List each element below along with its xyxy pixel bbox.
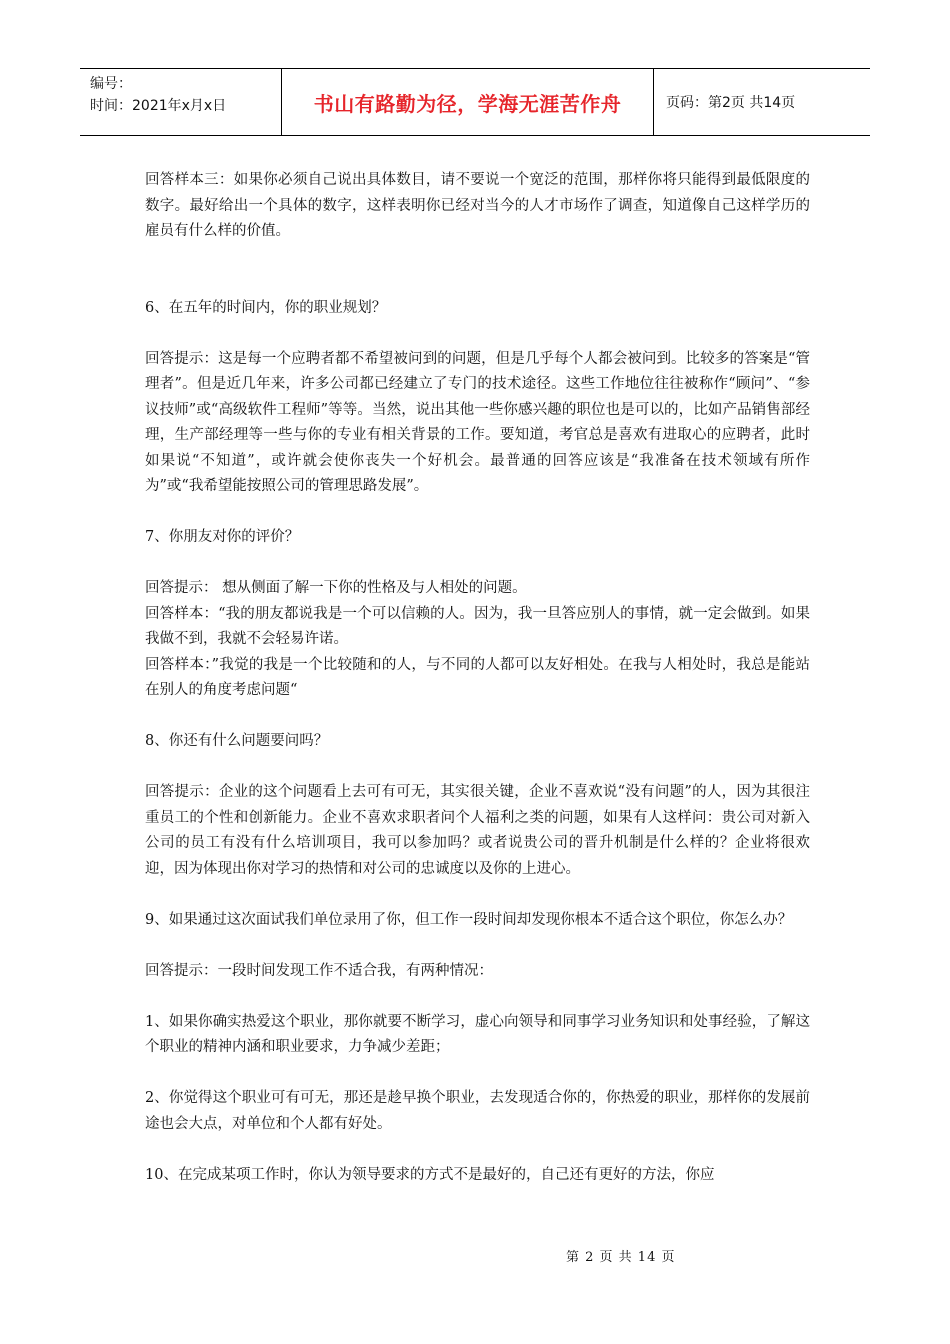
header-page-label: 页码：第2页 共14页 (666, 95, 796, 111)
answer-6: 回答提示：这是每一个应聘者都不希望被问到的问题，但是几乎每个人都会被问到。比较多的答案是“管理者”。但是近几年来，许多公司都已经建立了专门的技术途径。这些工作地位往往被称作“顾问”、“参议技师”或“高级软件工程师”等等。当然，说出其他一些你感兴趣的职位也是可以的，比如产品销售部经理，生产部经理等一些与你的专业有相关背景的工作。要知道，考官总是喜欢有进取心的应聘者，此时如果说“不知道”，或许就会使你丧失一个好机会。最普通的回答应该是“我准备在技术领域有所作为”或“我希望能按照公司的管理思路发展”。 (145, 350, 810, 494)
answer-9: 回答提示：一段时间发现工作不适合我，有两种情况： (145, 962, 493, 979)
answer-9-point-1: 1、如果你确实热爱这个职业，那你就要不断学习，虚心向领导和同事学习业务知识和处事经验，了解这个职业的精神内涵和职业要求，力争减少差距； (145, 1013, 810, 1055)
question-8: 8、你还有什么问题要问吗？ (145, 733, 329, 749)
code-label: 编号： (90, 76, 132, 92)
page-footer: 第 2 页 共 14 页 (566, 1250, 676, 1265)
answer-8: 回答提示：企业的这个问题看上去可有可无，其实很关键，企业不喜欢说“没有问题”的人，因为其很注重员工的个性和创新能力。企业不喜欢求职者问个人福利之类的问题，如果有人这样问：贵公司对新入公司的员工有没有什么培训项目，我可以参加吗？或者说贵公司的晋升机制是什么样的？企业将很欢迎，因为体现出你对学习的热情和对公司的忠诚度以及你的上进心。 (145, 784, 810, 877)
document-body (145, 168, 810, 1188)
answer-7-sample-1: 回答样本：“我的朋友都说我是一个可以信赖的人。因为，我一旦答应别人的事情，就一定会做到。如果我做不到，我就不会轻易许诺。 (145, 605, 810, 647)
question-6: 6、在五年的时间内，你的职业规划？ (145, 299, 387, 316)
answer-sample-3: 回答样本三：如果你必须自己说出具体数目，请不要说一个宽泛的范围，那样你将只能得到最低限度的数字。最好给出一个具体的数字，这样表明你已经对当今的人才市场作了调查，知道像自己这样学历的雇员有什么样的价值。 (145, 172, 810, 239)
answer-7-tip: 回答提示： 想从侧面了解一下你的性格及与人相处的问题。 (145, 580, 527, 596)
question-10: 10、在完成某项工作时，你认为领导要求的方式不是最好的，自己还有更好的方法，你应 (145, 1166, 715, 1183)
question-9: 9、如果通过这次面试我们单位录用了你，但工作一段时间却发现你根本不适合这个职位，你怎么办？ (145, 911, 793, 928)
date-label: 时间：2021年x月x日 (90, 98, 227, 114)
answer-9-point-2: 2、你觉得这个职业可有可无，那还是趁早换个职业，去发现适合你的，你热爱的职业，那样你的发展前途也会大点，对单位和个人都有好处。 (145, 1090, 810, 1132)
page-header (80, 68, 870, 136)
header-motto: 书山有路勤为径，学海无涯苦作舟 (282, 69, 654, 135)
answer-7-sample-2: 回答样本：”我觉的我是一个比较随和的人，与不同的人都可以友好相处。在我与人相处时，我总是能站在别人的角度考虑问题“ (145, 656, 810, 698)
header-meta (80, 69, 282, 135)
question-7: 7、你朋友对你的评价？ (145, 529, 300, 545)
